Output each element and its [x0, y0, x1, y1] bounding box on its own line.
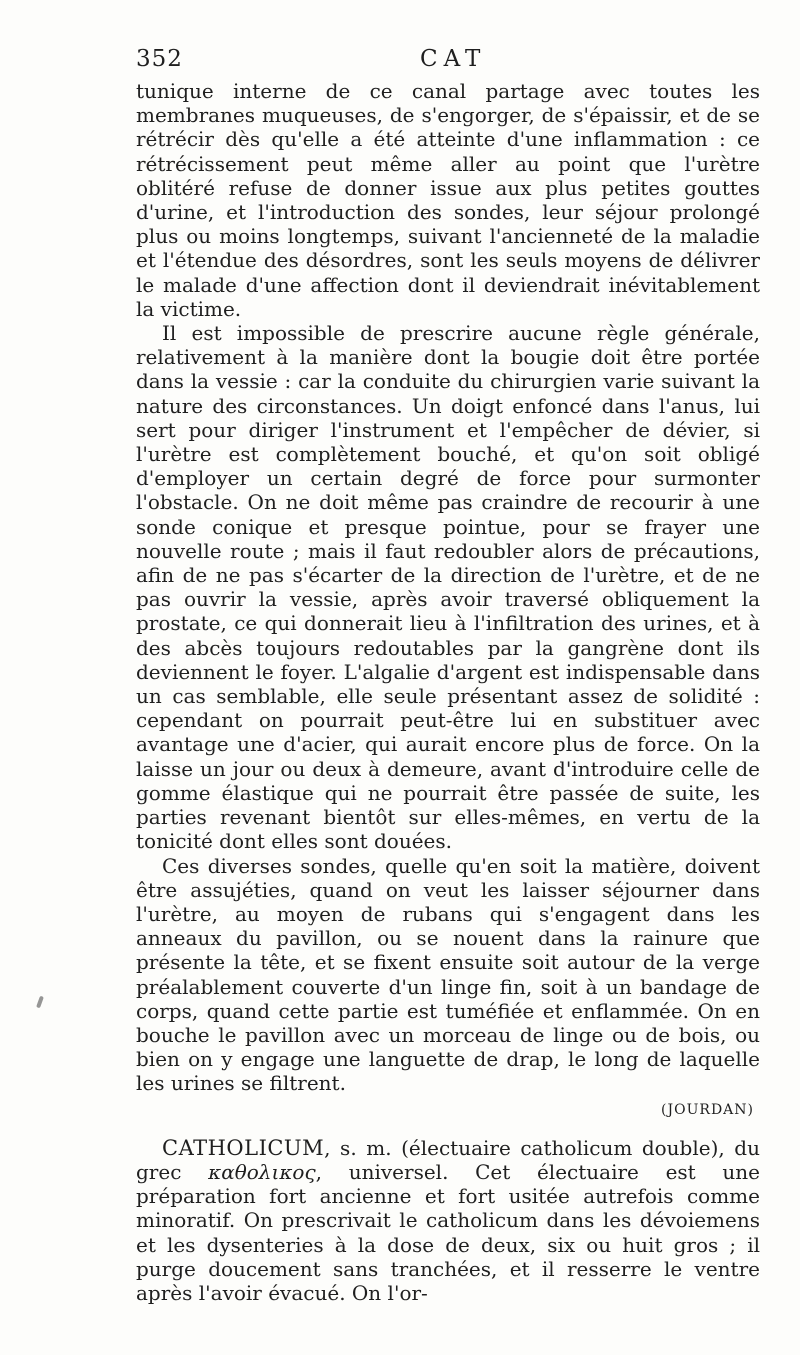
paragraph-continuation: tunique interne de ce canal partage avec toutes les membranes muqueuses, de s'engorger, de s'épaissir, et de se rétrécir dès qu'elle a été atteinte d'une inflammation : ce rétrécissement peut même aller au point que l'urètre oblitéré refuse de donner issue aux plus petites gouttes d'urine, et l'introduction des sondes, leur séjour prolongé plus ou moins longtemps, suivant l'ancienneté de la maladie et l'étendue des désordres, sont les seuls moyens de délivrer le malade d'une affection dont il deviendrait inévitablement la victime. — [136, 79, 760, 321]
page-number: 352 — [136, 46, 183, 72]
paragraph-sondes: Ces diverses sondes, quelle qu'en soit la matière, doivent être assujéties, quand on veut les laisser séjourner dans l'urètre, au moyen de rubans qui s'engagent dans les anneaux du pavillon, ou se nouent dans la rainure que présente la tête, et se fixent ensuite soit autour de la verge préalablement couverte d'un linge fin, soit à un bandage de corps, quand cette partie est tuméfiée et enflammée. On en bouche le pavillon avec un morceau de linge ou de bois, ou bien on y engage une languette de drap, le long de laquelle les urines se filtrent. — [136, 853, 760, 1096]
ink-speck — [36, 996, 44, 1009]
author-signature: (JOURDAN) — [661, 1101, 754, 1118]
entry-definition-intro: , s. m. (électuaire catholicum double), du grec — [136, 1135, 760, 1184]
entry-greek-etymology: καθολικος — [208, 1159, 316, 1184]
body-text — [136, 79, 760, 1305]
dictionary-entry — [136, 1136, 760, 1305]
page-header — [136, 46, 760, 76]
running-head: CAT — [420, 46, 487, 72]
paragraph-bougie: Il est impossible de prescrire aucune règle générale, relativement à la manière dont la bougie doit être portée dans la vessie : car la conduite du chirurgien varie suivant la nature des circonstances. Un doigt enfoncé dans l'anus, lui sert pour diriger l'instrument et l'empêcher de dévier, si l'urètre est complètement bouché, et qu'on soit obligé d'employer un certain degré de force pour surmonter l'obstacle. On ne doit même pas craindre de recourir à une sonde conique et presque pointue, pour se frayer une nouvelle route ; mais il faut redoubler alors de précautions, afin de ne pas s'écarter de la direction de l'urètre, et de ne pas ouvrir la vessie, après avoir traversé obliquement la prostate, ce qui donnerait lieu à l'infiltration des urines, et à des abcès toujours redoutables par la gangrène dont ils deviennent le foyer. L'algalie d'argent est indispensable dans un cas semblable, elle seule présentant assez de solidité : cependant on pourrait peut-être lui en substituer avec avantage une d'acier, qui aurait encore plus de force. On la laisse un jour ou deux à demeure, avant d'introduire celle de gomme élastique qui ne pourrait être passée de suite, les parties revenant bientôt sur elles-mêmes, en vertu de la tonicité dont elles sont douées. — [136, 321, 760, 854]
entry-definition-text: , universel. Cet électuaire est une préparation fort ancienne et fort usitée autrefois comme minoratif. On prescrivait le catholicum dans les dévoiemens et les dysenteries à la dose de deux, six ou huit gros ; il purge doucement sans tranchées, et il resserre le ventre après l'avoir évacué. On l'or- — [136, 1159, 760, 1305]
entry-headword: CATHOLICUM — [162, 1135, 325, 1160]
